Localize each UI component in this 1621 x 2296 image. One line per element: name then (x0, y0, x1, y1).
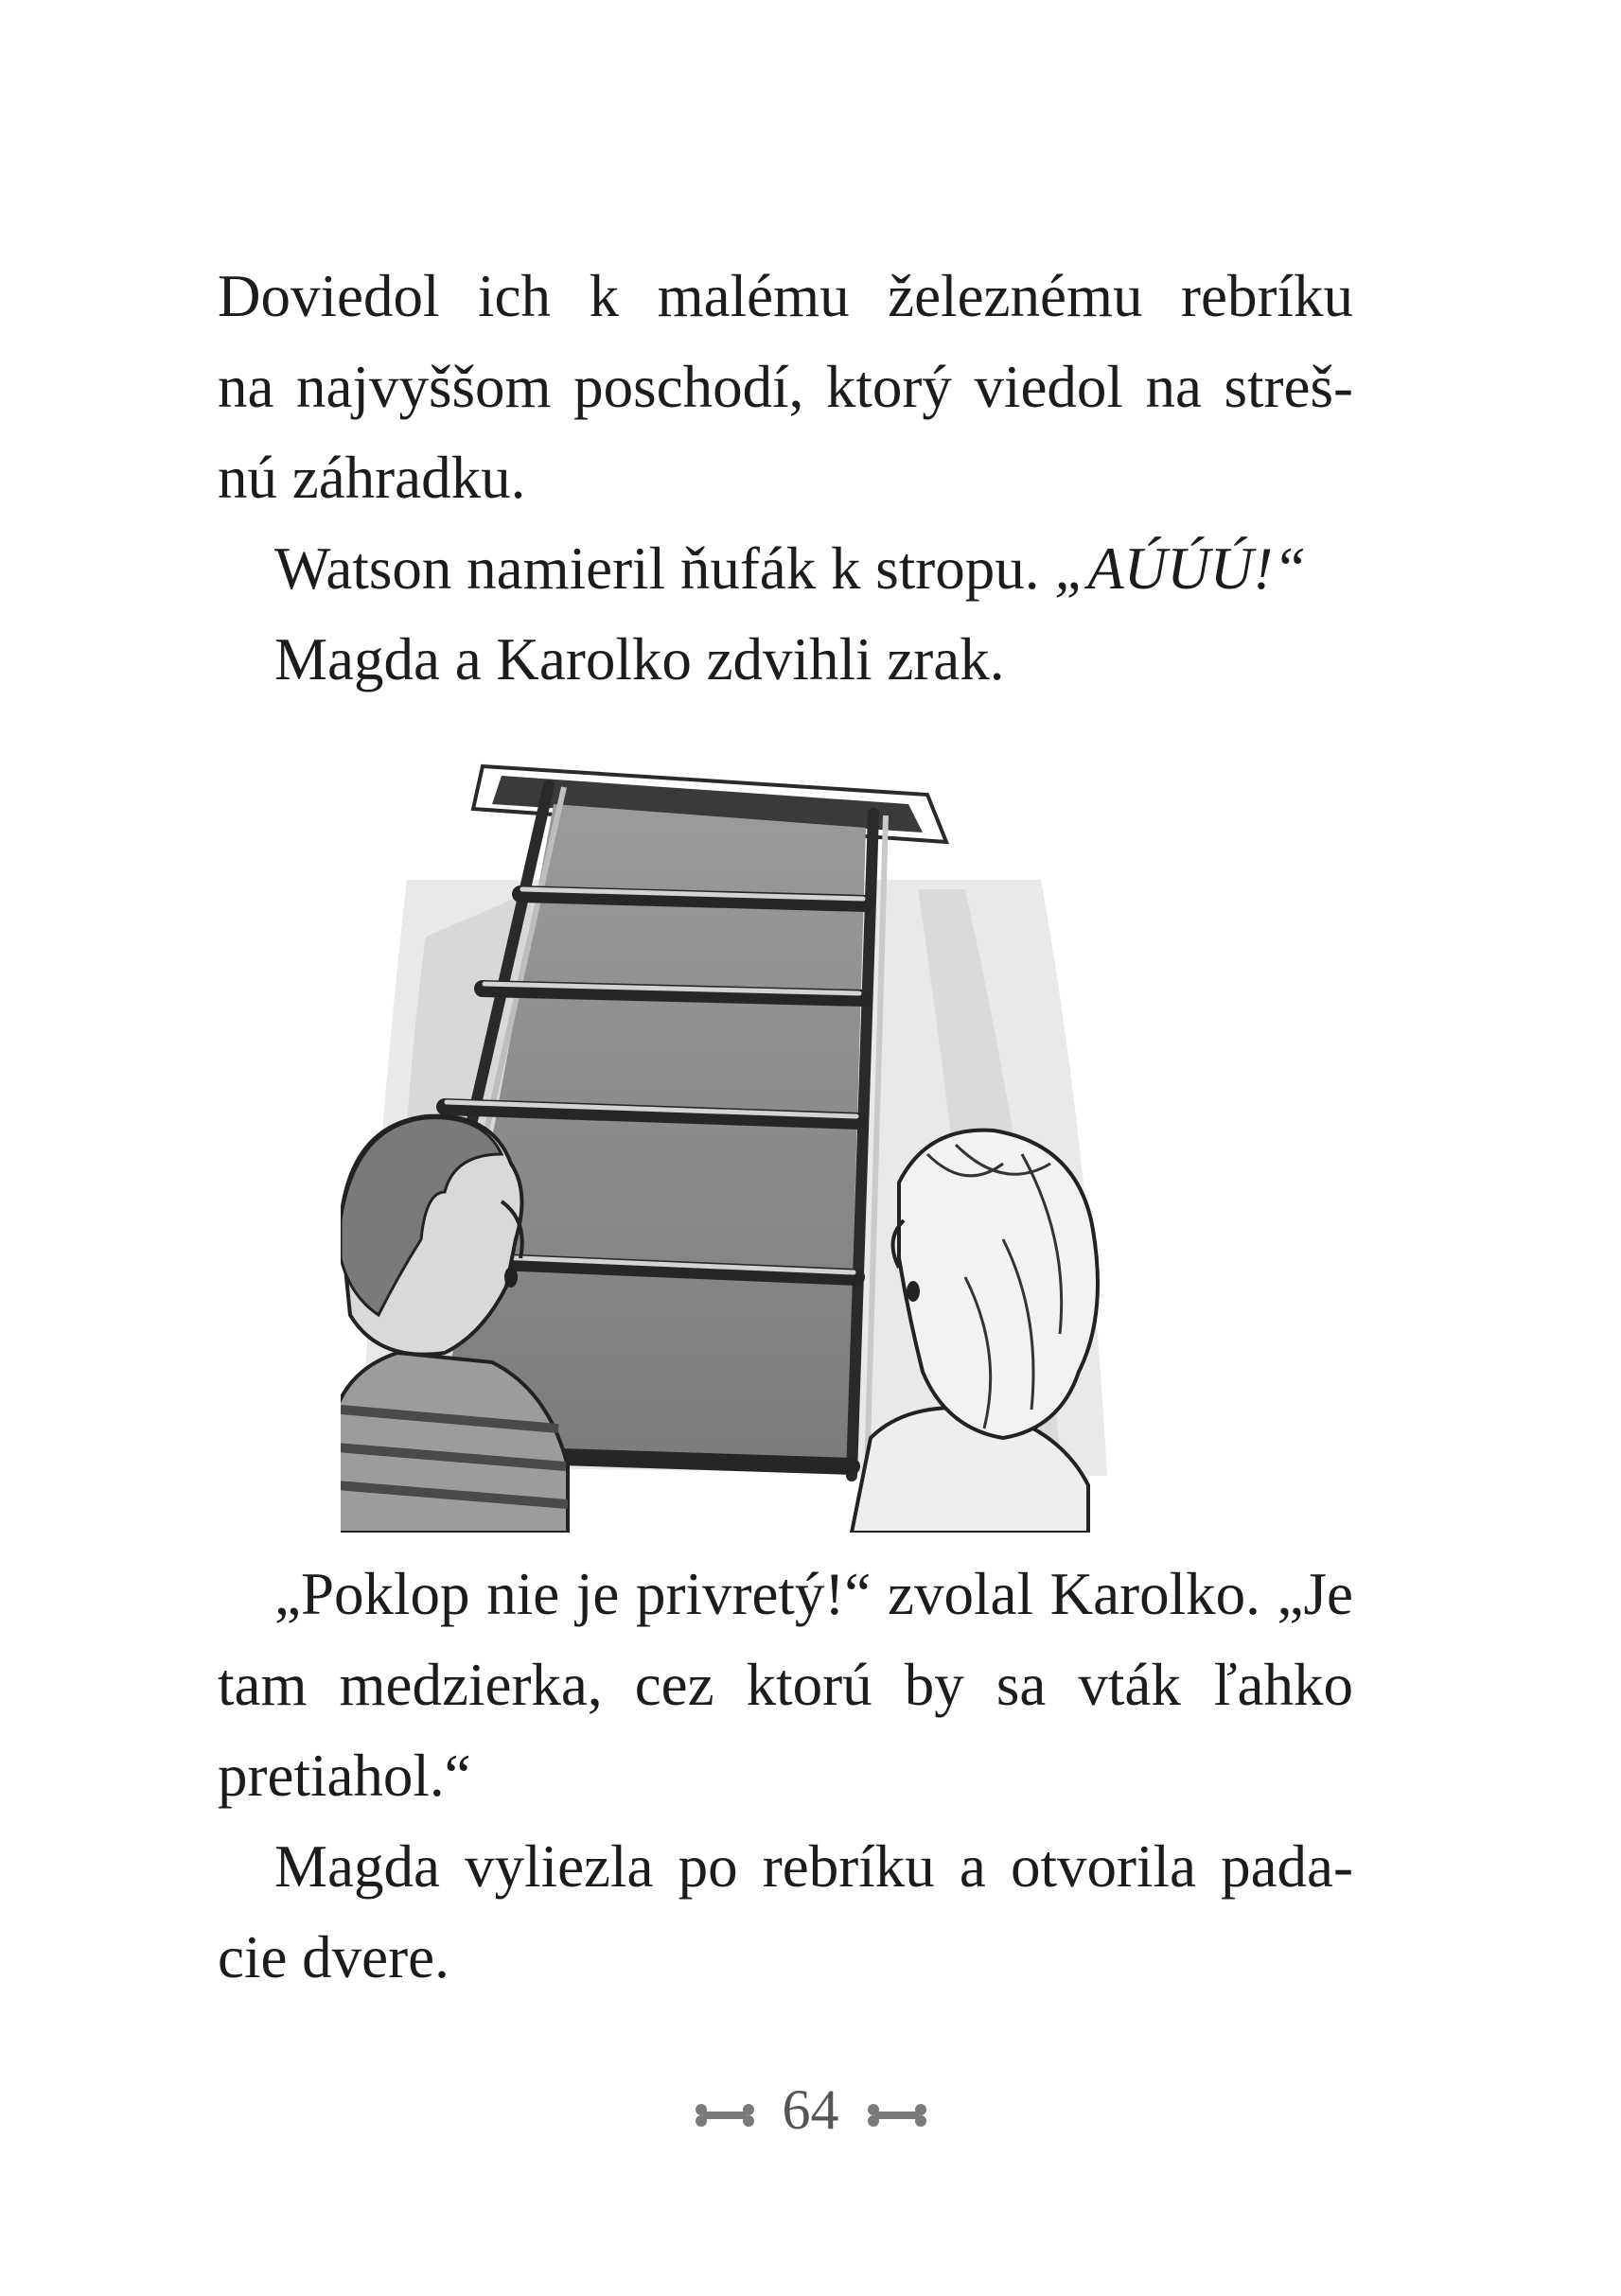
paragraph-3 (218, 614, 1353, 705)
text-line: cie dvere. (218, 1924, 449, 1990)
text-line (218, 523, 1353, 614)
text-line: na najvyššom poschodí, ktorý viedol na streš- (218, 354, 1353, 420)
exclamation-emphasis: „AÚÚÚ!“ (1054, 535, 1307, 602)
paragraph-4 (218, 1549, 1353, 1821)
ladder-illustration (341, 747, 1126, 1533)
text-line: Magda a Karolko zdvihli zrak. (274, 626, 1005, 692)
text-line: tam medzierka, cez ktorú by sa vták ľahko (218, 1652, 1353, 1718)
page-number: 64 (782, 2078, 839, 2141)
text-line: nú záhradku. (218, 445, 526, 511)
bone-icon (866, 2103, 928, 2128)
text-span: Watson namieril ňufák k stropu. (274, 535, 1055, 602)
page-number-footer (0, 2072, 1621, 2147)
text-line: „Poklop nie je privretý!“ zvolal Karolko. „Je (274, 1561, 1353, 1627)
text-line: Doviedol ich k malému železnému rebríku (218, 263, 1353, 329)
paragraph-1 (218, 251, 1353, 523)
paragraph-5 (218, 1821, 1353, 2003)
paragraph-2 (218, 523, 1353, 614)
bone-icon (694, 2103, 756, 2128)
text-line: Magda vyliezla po rebríku a otvorila pada- (274, 1833, 1353, 1900)
text-line: pretiahol.“ (218, 1743, 471, 1809)
